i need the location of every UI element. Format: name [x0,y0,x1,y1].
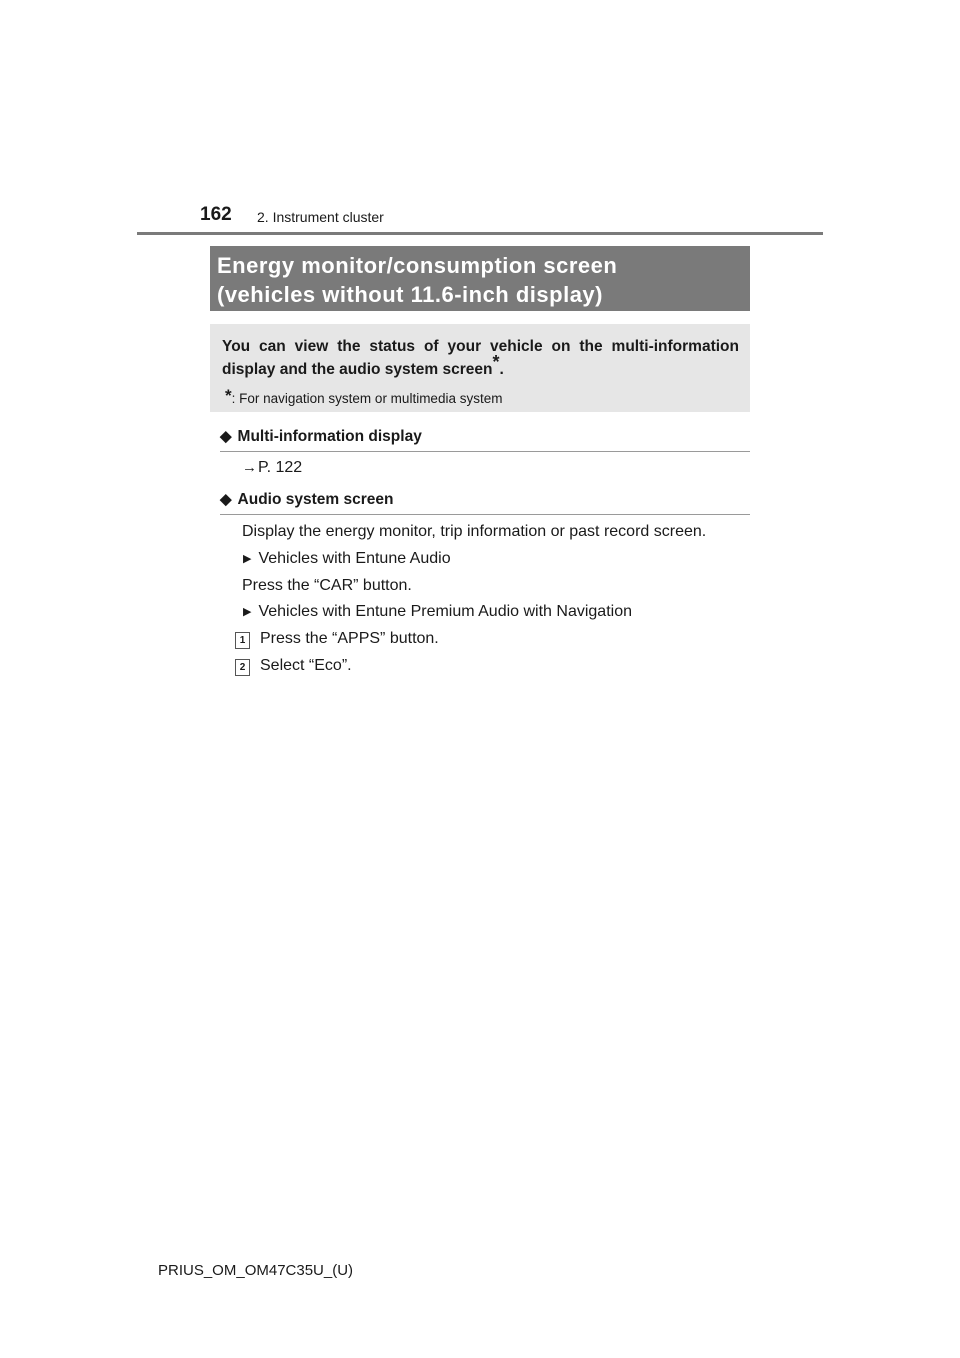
cross-reference-link[interactable]: →P. 122 [242,459,303,476]
page-title [210,246,750,311]
subheading-multi-info: ◆ Multi-information display [220,427,750,452]
step-number-2: 2 [235,659,250,676]
triangle-bullet-icon: ▶ [243,553,252,565]
page-number: 162 [200,204,232,225]
arrow-right-icon: → [242,459,257,476]
variant1-instruction: Press the “CAR” button. [242,577,412,594]
step-1-text: Press the “APPS” button. [260,630,439,647]
variant-entune-audio: ▶ Vehicles with Entune Audio [243,550,451,567]
footnote-star: * [225,386,232,405]
diamond-bullet-icon: ◆ [220,491,232,508]
variant-entune-premium: ▶ Vehicles with Entune Premium Audio with Navigation [243,603,632,620]
intro-text: You can view the status of your vehicle on the multi-information display and the audio system screen*. [222,338,739,378]
diamond-bullet-icon: ◆ [220,428,232,445]
step-number-1: 1 [235,632,250,649]
document-code: PRIUS_OM_OM47C35U_(U) [158,1262,354,1279]
header-divider [137,232,823,235]
section-label: 2. Instrument cluster [257,209,384,225]
footnote-mark: * [492,351,500,372]
triangle-bullet-icon: ▶ [243,606,252,618]
intro-box [210,324,750,412]
footnote: *: For navigation system or multimedia system [225,386,503,406]
title-line-1: Energy monitor/consumption screen [217,253,618,278]
step-2-text: Select “Eco”. [260,657,352,674]
audio-description: Display the energy monitor, trip information or past record screen. [242,523,707,540]
subheading-audio: ◆ Audio system screen [220,490,750,515]
title-line-2: (vehicles without 11.6-inch display) [217,282,603,307]
